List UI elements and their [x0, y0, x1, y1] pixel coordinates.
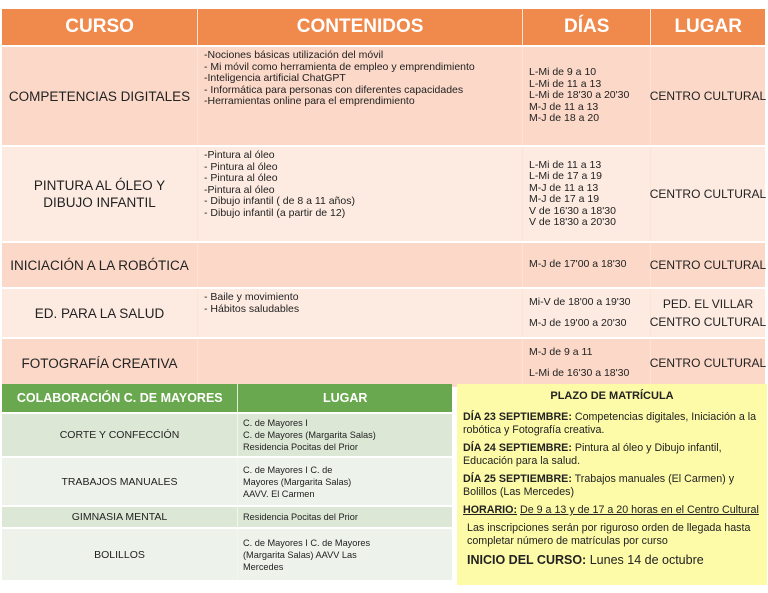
location-item: CENTRO CULTURAL: [649, 187, 767, 201]
header-dias: DÍAS: [523, 9, 652, 45]
mayores-location-line: AAVV. El Carmen: [243, 488, 315, 499]
schedule-item: M-J de 11 a 13: [529, 100, 599, 113]
location-item: CENTRO CULTURAL: [649, 258, 767, 272]
course-days: [523, 289, 651, 337]
content-item: - Pintura al óleo: [204, 160, 278, 173]
mayores-location: [238, 414, 452, 456]
content-item: - Dibujo infantil (a partir de 12): [204, 206, 346, 219]
course-location: [651, 47, 765, 145]
inicio-text: Lunes 14 de octubre: [589, 553, 704, 567]
schedule-item: M-J de 17'00 a 18'30: [529, 258, 627, 271]
mayores-location-line: Residencia Pocitas del Prior: [243, 512, 358, 522]
course-location: [651, 339, 765, 387]
content-item: - Baile y movimiento: [204, 291, 299, 303]
schedule-item: L-Mi de 11 a 13: [529, 77, 602, 90]
plazo-note: Las inscripciones serán por riguroso orden de llegada hasta completar número de matrículas por curso: [467, 522, 751, 547]
header-curso: CURSO: [2, 9, 198, 45]
mayores-location-line: Residencia Pocitas del Prior: [243, 442, 358, 452]
mayores-row: [2, 505, 452, 527]
plazo-day-23: [463, 411, 761, 437]
schedule-item: M-J de 9 a 11: [529, 345, 593, 358]
schedule-item: M-J de 17 a 19: [529, 193, 600, 205]
course-contents: [198, 243, 523, 287]
inicio-curso: [467, 554, 761, 567]
mayores-location-line: C. de Mayores I: [243, 418, 308, 428]
content-item: -Pintura al óleo: [204, 149, 275, 161]
plazo-title: PLAZO DE MATRÍCULA: [550, 390, 674, 402]
plazo-day-text: Pintura al óleo y Dibujo infantil, Educación para la salud.: [463, 442, 722, 467]
location-item: CENTRO CULTURAL: [649, 315, 767, 329]
plazo-day-text: Trabajos manuales (El Carmen) y Bolillos (Las Mercedes): [463, 473, 735, 498]
course-contents: [198, 289, 523, 337]
course-location: [651, 243, 765, 287]
content-item: -Inteligencia artificial ChatGPT: [204, 72, 346, 84]
course-row: [2, 45, 765, 145]
mayores-row: [2, 456, 452, 505]
mayores-activity: GIMNASIA MENTAL: [2, 507, 238, 527]
location-item: PED. EL VILLAR: [662, 297, 754, 311]
course-days: [523, 147, 651, 241]
mayores-row: [2, 527, 452, 580]
course-row: [2, 337, 765, 387]
mayores-location: [238, 458, 452, 505]
inicio-label: INICIO DEL CURSO:: [467, 553, 587, 567]
schedule-item: L-Mi de 9 a 10: [529, 66, 597, 79]
content-item: -Pintura al óleo: [204, 183, 275, 196]
mayores-activity: TRABAJOS MANUALES: [2, 458, 238, 505]
content-item: -Nociones básicas utilización del móvil: [204, 49, 384, 61]
schedule-item: M-J de 11 a 13: [529, 181, 599, 194]
schedule-item: Mi-V de 18'00 a 19'30: [529, 295, 631, 308]
schedule-item: M-J de 18 a 20: [529, 112, 600, 125]
plazo-matricula-box: [457, 384, 767, 585]
mayores-location: [238, 529, 452, 580]
plazo-day-25: [463, 473, 761, 499]
horario-label: HORARIO:: [463, 504, 518, 516]
schedule-item: V de 16'30 a 18'30: [529, 204, 616, 217]
content-item: - Hábitos saludables: [204, 302, 300, 315]
mayores-location-line: C. de Mayores (Margarita Salas): [243, 430, 376, 440]
content-item: -Herramientas online para el emprendimiento: [204, 95, 415, 107]
mayores-activity: CORTE Y CONFECCIÓN: [2, 414, 238, 456]
course-location: [651, 289, 765, 337]
course-name-line: FOTOGRAFÍA CREATIVA: [21, 355, 178, 371]
plazo-day-text: Competencias digitales, Iniciación a la robótica y Fotografía creativa.: [463, 411, 757, 436]
content-item: - Pintura al óleo: [204, 172, 278, 184]
mayores-location-line: Mayores (Margarita Salas): [243, 476, 352, 487]
header-mayores-lugar: LUGAR: [323, 391, 368, 405]
content-item: - Dibujo infantil ( de 8 a 11 años): [204, 195, 355, 207]
schedule-item: V de 18'30 a 20'30: [529, 216, 616, 228]
plazo-day-24: [463, 442, 761, 468]
course-name-line: COMPETENCIAS DIGITALES: [8, 88, 191, 104]
course-name: [2, 289, 198, 337]
mayores-table: [2, 384, 452, 580]
content-item: - Informática para personas con diferentes capacidades: [204, 83, 464, 96]
mayores-location-line: C. de Mayores I C. de Mayores: [243, 537, 371, 548]
course-name-line: ED. PARA LA SALUD: [34, 305, 165, 321]
course-name: [2, 339, 198, 387]
course-row: [2, 145, 765, 241]
courses-table-body: [2, 45, 765, 387]
header-contenidos: CONTENIDOS: [198, 9, 523, 45]
mayores-table-body: [2, 412, 452, 580]
course-contents: [198, 339, 523, 387]
mayores-location-line: Mercedes: [243, 561, 284, 572]
plazo-day-label: DÍA 24 SEPTIEMBRE:: [463, 442, 572, 454]
schedule-item: M-J de 19'00 a 20'30: [529, 316, 627, 329]
header-colaboracion: COLABORACIÓN C. DE MAYORES: [2, 384, 238, 412]
course-name-line: PINTURA AL ÓLEO Y: [33, 178, 166, 193]
course-name: [2, 47, 198, 145]
course-row: [2, 287, 765, 337]
schedule-item: L-Mi de 17 a 19: [529, 170, 602, 182]
course-days: [523, 339, 651, 387]
plazo-horario: [463, 504, 761, 517]
content-item: - Mi móvil como herramienta de empleo y emprendimiento: [204, 60, 475, 73]
mayores-location: [238, 507, 452, 527]
course-name-line: INICIACIÓN A LA ROBÓTICA: [10, 257, 189, 273]
course-name-line: DIBUJO INFANTIL: [43, 195, 156, 210]
course-name: [2, 147, 198, 241]
mayores-location-line: C. de Mayores I C. de: [243, 464, 333, 475]
courses-table-header: [2, 9, 765, 45]
schedule-item: L-Mi de 18'30 a 20'30: [529, 89, 630, 102]
course-contents: [198, 47, 523, 145]
course-days: [523, 47, 651, 145]
mayores-location-line: (Margarita Salas) AAVV Las: [243, 549, 357, 560]
schedule-item: L-Mi de 11 a 13: [529, 158, 602, 171]
mayores-activity: BOLILLOS: [2, 529, 238, 580]
course-contents: [198, 147, 523, 241]
course-days: [523, 243, 651, 287]
course-row: [2, 241, 765, 287]
schedule-item: L-Mi de 16'30 a 18'30: [529, 366, 630, 379]
location-item: CENTRO CULTURAL: [649, 356, 767, 370]
header-lugar: LUGAR: [674, 16, 742, 37]
course-location: [651, 147, 765, 241]
mayores-row: [2, 412, 452, 456]
course-name: [2, 243, 198, 287]
courses-table: [2, 9, 765, 387]
horario-text: De 9 a 13 y de 17 a 20 horas en el Centro Cultural: [520, 504, 759, 516]
mayores-table-header: [2, 384, 452, 412]
location-item: CENTRO CULTURAL: [649, 89, 767, 103]
plazo-day-label: DÍA 23 SEPTIEMBRE:: [463, 411, 572, 423]
plazo-day-label: DÍA 25 SEPTIEMBRE:: [463, 473, 572, 485]
